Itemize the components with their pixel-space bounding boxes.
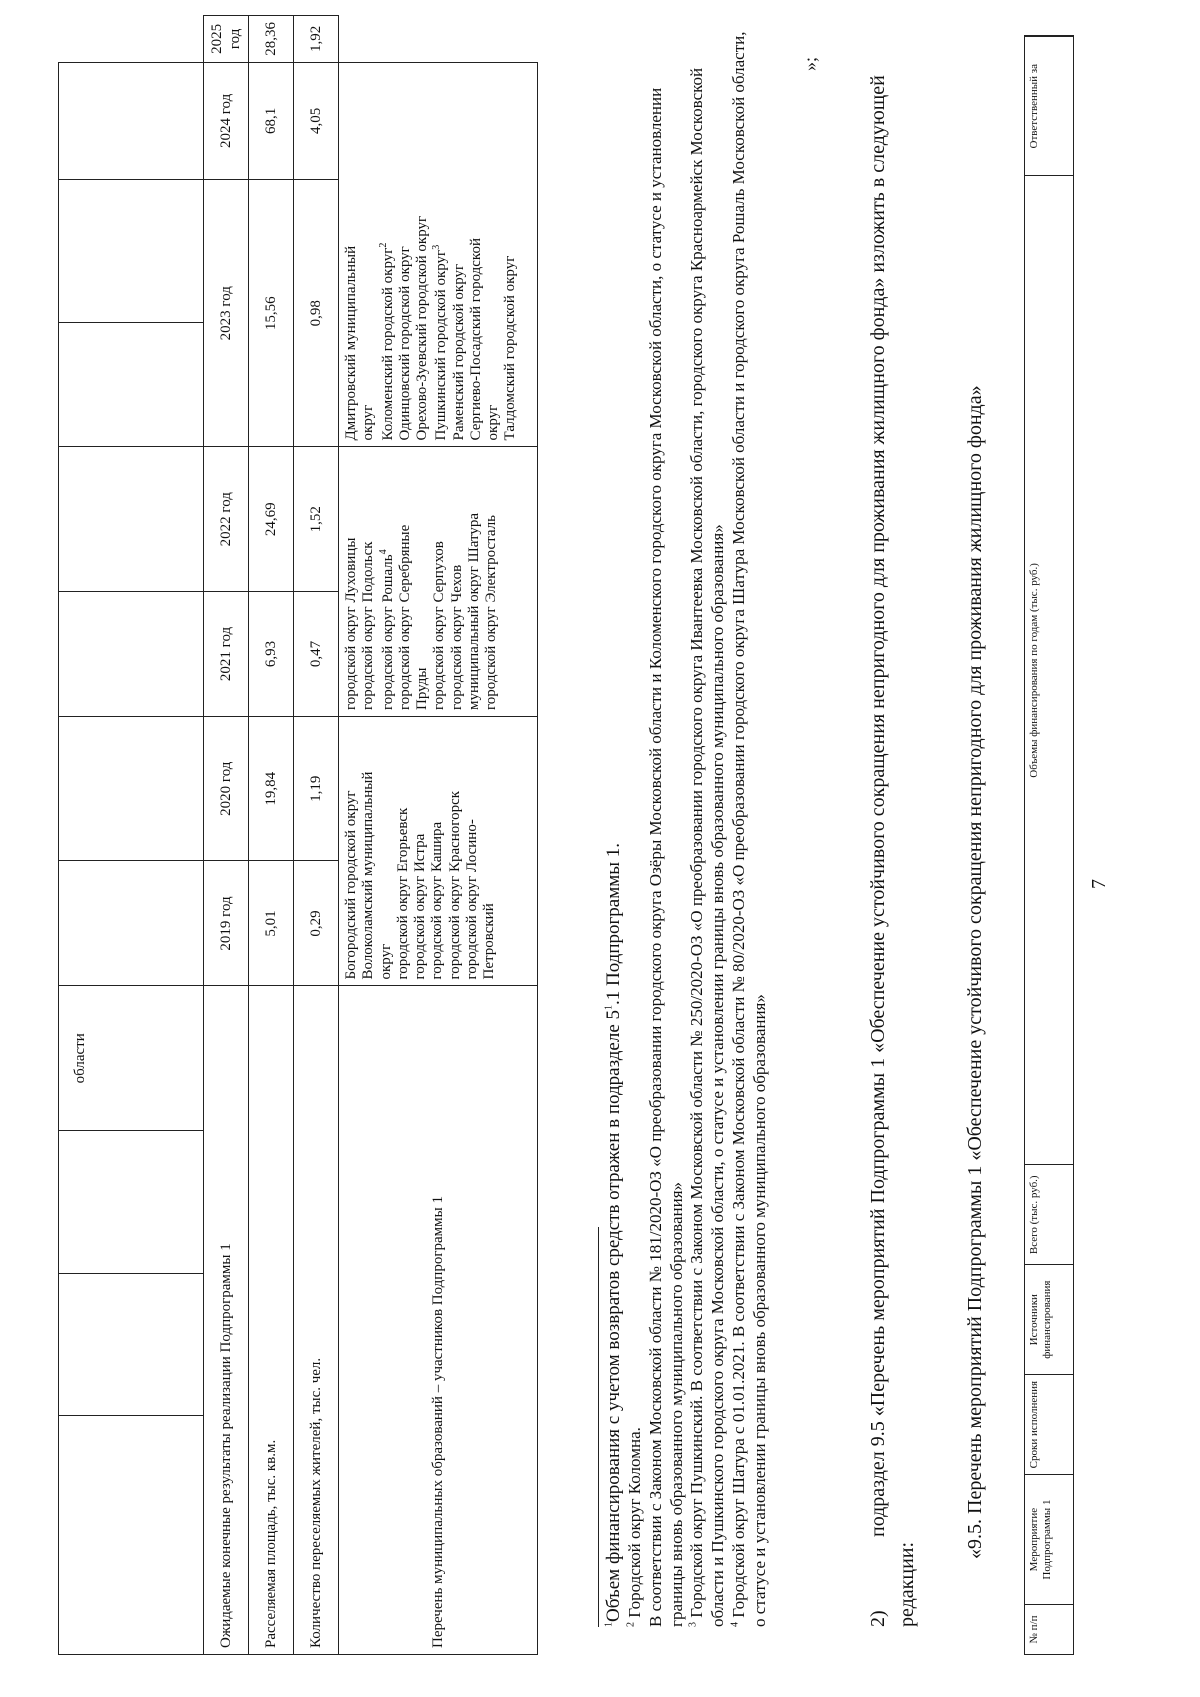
footnote-4 <box>729 27 770 1627</box>
page-number: 7 <box>1088 879 1110 889</box>
footnote-text: .1 Подпрограммы 1. <box>603 842 624 1005</box>
municipalities-list-1 <box>339 716 538 986</box>
municipalities-label: Перечень муниципальных образований – участников Подпрограммы 1 <box>339 986 538 1655</box>
year-cell: 2025 год <box>204 16 249 63</box>
row-label: Количество переселяемых жителей, тыс. чел. <box>294 986 339 1655</box>
year-cell: 2019 год <box>204 861 249 986</box>
municipality-text: Пушкинский городской округ <box>433 249 450 441</box>
municipality-item: Дмитровский муниципальный <box>343 245 359 441</box>
amendment-paragraph <box>864 27 922 1627</box>
municipality-item: муниципальный округ Шатура <box>465 512 482 710</box>
municipality-item: Богородский городской округ <box>343 790 359 980</box>
municipality-item: городской округ Серпухов <box>431 541 448 710</box>
footnote-ref: 2 <box>377 242 389 248</box>
municipalities-list-2 <box>339 447 538 717</box>
footnote-mark: 2 <box>625 1622 637 1627</box>
value-cell: 28,36 <box>249 16 294 63</box>
oblast-label: области <box>59 986 204 1131</box>
municipality-text: Коломенский городской округ <box>379 247 396 441</box>
footnote-3 <box>687 27 728 1627</box>
column-header: Сроки исполнения <box>1025 1375 1074 1475</box>
footnotes <box>602 27 770 1627</box>
footnote-text: Городской округ Пушкинский. В соответствии с Законом Московской области № 250/2020-ОЗ «О преобразовании городского округа Ивантеевка Московской области, городского округа Красноармейск Московской области и Пушкинского городского округа Московской области, о статусе и установлении границы вновь образованного муниципального образования» <box>687 67 728 1627</box>
municipality-item: городской округ Истра <box>412 833 428 980</box>
year-cell: 2020 год <box>204 716 249 860</box>
column-header: № п/п <box>1025 1605 1074 1655</box>
footnote-ref: 4 <box>377 549 389 555</box>
municipality-item: Одинцовский городской округ <box>396 246 413 441</box>
municipality-item <box>378 453 397 710</box>
municipality-item: округ <box>485 404 501 441</box>
footnote-text: Объем финансирования с учетом возвратов средств отражен в подразделе 5 <box>603 1010 624 1622</box>
municipality-item: городской округ Красногорск <box>446 790 463 980</box>
column-header: Мероприятие Подпрограммы 1 <box>1025 1475 1074 1605</box>
table-header-row <box>1025 36 1074 1655</box>
municipalities-list-3 <box>339 62 538 447</box>
year-cell: 2022 год <box>204 447 249 591</box>
municipality-item: городской округ Электросталь <box>483 514 499 710</box>
municipality-item: Сергиево-Посадский городской <box>467 238 484 441</box>
closing-quote: »; <box>800 56 820 71</box>
municipality-item: округ <box>360 404 377 441</box>
footnote-1 <box>602 27 625 1627</box>
value-cell: 1,52 <box>294 447 339 591</box>
footnote-divider <box>598 1227 599 1627</box>
footnote-sup: 1 <box>603 1005 615 1010</box>
footnote-mark: 3 <box>687 1622 699 1627</box>
column-header: Источники финансирования <box>1025 1265 1074 1375</box>
municipality-text: городской округ Рошаль <box>379 554 396 710</box>
municipality-item: Волоколамский муниципальный <box>360 771 377 980</box>
value-cell: 4,05 <box>294 62 339 179</box>
municipality-item: Раменский городской округ <box>450 263 467 441</box>
municipality-item: Орехово-Зуевский городской округ <box>414 215 430 441</box>
amendment-number: 2) <box>867 1610 889 1627</box>
table-row <box>204 16 249 1655</box>
municipality-item: Талдомский городской округ <box>502 255 519 441</box>
municipality-item: округ <box>377 943 394 980</box>
value-cell: 0,98 <box>294 179 339 446</box>
value-cell: 6,93 <box>249 591 294 716</box>
municipality-item: городской округ Кашира <box>429 821 446 980</box>
footnote-mark: 1 <box>603 1622 615 1627</box>
municipality-item: городской округ Подольск <box>360 541 377 710</box>
municipality-item: Петровский <box>481 903 497 980</box>
table-row <box>339 16 538 1655</box>
amendment-text: подраздел 9.5 «Перечень мероприятий Подпрограммы 1 «Обеспечение устойчивого сокращения непригодного для проживания жилищного фонда» изложить в следующей редакции: <box>867 75 918 1627</box>
municipality-item: городской округ Серебряные <box>396 524 413 710</box>
value-cell: 68,1 <box>249 62 294 179</box>
value-cell: 0,29 <box>294 861 339 986</box>
row-label: Расселяемая площадь, тыс. кв.м. <box>249 986 294 1655</box>
value-cell: 15,56 <box>249 179 294 446</box>
footnote-text: Городской округ Коломна. <box>625 1427 645 1622</box>
value-cell: 1,19 <box>294 716 339 860</box>
footnote-mark: 4 <box>729 1622 741 1627</box>
value-cell: 24,69 <box>249 447 294 591</box>
footnote-ref: 3 <box>431 244 443 250</box>
value-cell: 1,92 <box>294 16 339 63</box>
measures-table <box>1024 35 1074 1655</box>
municipality-item: городской округ Луховицы <box>343 537 359 710</box>
value-cell: 0,47 <box>294 591 339 716</box>
table-row <box>59 16 204 1655</box>
municipality-item <box>431 69 450 441</box>
expected-results-label: Ожидаемые конечные результаты реализации Подпрограммы 1 <box>204 986 249 1655</box>
footnote-2-continuation: В соответствии с Законом Московской области № 181/2020-ОЗ «О преобразовании городского округа Озёры Московской области и Коломенского городского округа Московской области, о статусе и установлении границы вновь образованного муниципального образования» <box>645 87 686 1627</box>
column-header: Ответственный за <box>1025 36 1074 176</box>
expected-results-table <box>58 15 538 1655</box>
municipality-item: Пруды <box>414 667 430 710</box>
municipality-item: городской округ Чехов <box>448 564 465 710</box>
column-header: Всего (тыс. руб.) <box>1025 1165 1074 1265</box>
value-cell: 5,01 <box>249 861 294 986</box>
municipality-item: городской округ Егорьевск <box>394 807 411 980</box>
municipality-item <box>378 69 397 441</box>
year-cell: 2021 год <box>204 591 249 716</box>
year-cell: 2024 год <box>204 62 249 179</box>
table-row <box>294 16 339 1655</box>
footnote-2 <box>625 27 646 1627</box>
municipality-item: городской округ Лосино- <box>463 819 480 980</box>
value-cell: 19,84 <box>249 716 294 860</box>
table-row <box>249 16 294 1655</box>
footnote-text: Городской округ Шатура с 01.01.2021. В соответствии с Законом Московской области № 80/2020-ОЗ «О преобразовании городского округа Шатура Московской области и городского округа Рошаль Московской области, о статусе и установлении границы вновь образованного муниципального образования» <box>728 31 769 1627</box>
section-title: «9.5. Перечень мероприятий Подпрограммы 1 «Обеспечение устойчивого сокращения непригодного для проживания жилищного фонда» <box>964 385 986 1559</box>
year-cell: 2023 год <box>204 179 249 446</box>
column-header: Объемы финансирования по годам (тыс. руб.) <box>1025 176 1074 1165</box>
